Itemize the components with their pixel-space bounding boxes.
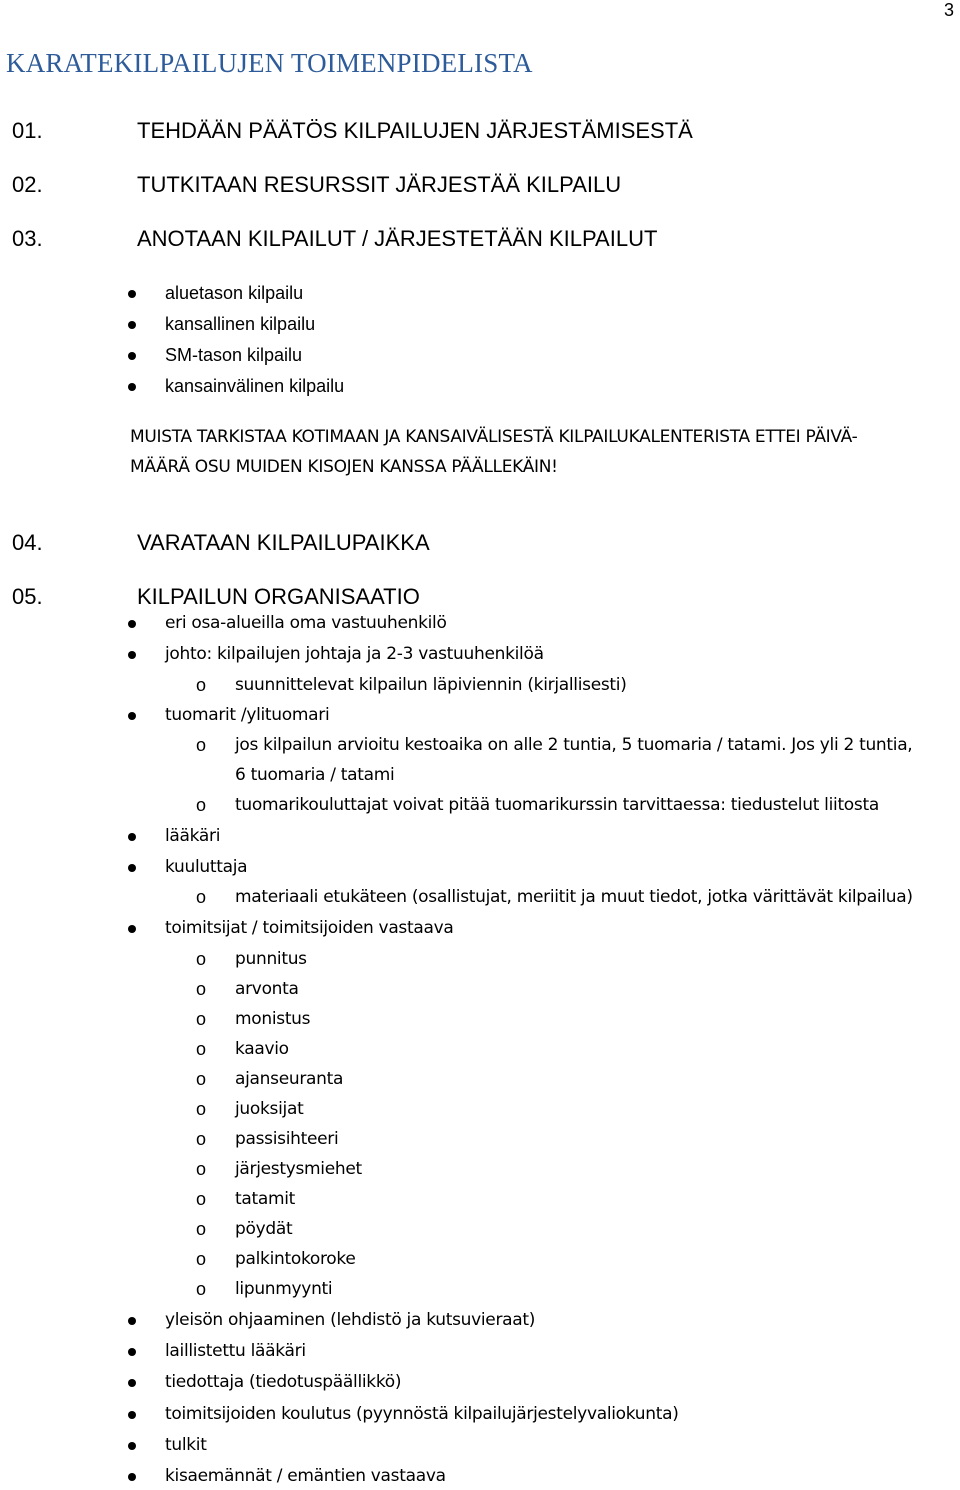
sub-list-item: järjestysmiehet: [235, 1159, 362, 1179]
bullet-icon: [128, 321, 136, 329]
sub-list-item: 6 tuomaria / tatami: [235, 765, 395, 785]
list-item: eri osa-alueilla oma vastuuhenkilö: [165, 613, 447, 633]
section-heading: ANOTAAN KILPAILUT / JÄRJESTETÄÄN KILPAILUT: [137, 226, 658, 251]
sub-bullet-icon: o: [196, 735, 207, 755]
bullet-icon: [128, 1473, 136, 1481]
sub-bullet-icon: o: [196, 887, 207, 907]
sub-bullet-icon: o: [196, 1189, 207, 1209]
bullet-icon: [128, 1317, 136, 1325]
list-item: toimitsijoiden koulutus (pyynnöstä kilpailujärjestelyvaliokunta): [165, 1404, 679, 1424]
sub-list-item: juoksijat: [235, 1099, 304, 1119]
sub-list-item: passisihteeri: [235, 1129, 339, 1149]
section-number: 02.: [12, 172, 43, 197]
document-title: KARATEKILPAILUJEN TOIMENPIDELISTA: [6, 48, 533, 78]
sub-list-item: tatamit: [235, 1189, 296, 1209]
bullet-icon: [128, 1379, 136, 1387]
sub-bullet-icon: o: [196, 675, 207, 695]
section-number: 05.: [12, 584, 43, 609]
bullet-icon: [128, 1411, 136, 1419]
sub-list-item: palkintokoroke: [235, 1249, 356, 1269]
bullet-icon: [128, 290, 136, 298]
bullet-icon: [128, 864, 136, 872]
sub-list-item: kaavio: [235, 1039, 289, 1059]
bullet-icon: [128, 1348, 136, 1356]
bullet-icon: [128, 383, 136, 391]
sub-list-item: punnitus: [235, 949, 307, 969]
page-number: 3: [943, 0, 954, 20]
bullet-icon: [128, 620, 136, 628]
sub-bullet-icon: o: [196, 1039, 207, 1059]
section-heading: KILPAILUN ORGANISAATIO: [137, 584, 420, 609]
list-item: laillistettu lääkäri: [165, 1341, 306, 1361]
sub-bullet-icon: o: [196, 1249, 207, 1269]
list-item: johto: kilpailujen johtaja ja 2-3 vastuuhenkilöä: [165, 644, 544, 664]
list-item: SM-tason kilpailu: [165, 345, 303, 365]
list-item: yleisön ohjaaminen (lehdistö ja kutsuvieraat): [165, 1310, 536, 1330]
bullet-icon: [128, 651, 136, 659]
list-item: tuomarit /ylituomari: [165, 705, 330, 725]
bullet-icon: [128, 833, 136, 841]
bullet-icon: [128, 712, 136, 720]
sub-list-item: jos kilpailun arvioitu kestoaika on alle 2 tuntia, 5 tuomaria / tatami. Jos yli 2 tuntia,: [235, 735, 913, 755]
sub-bullet-icon: o: [196, 949, 207, 969]
note-line: MUISTA TARKISTAA KOTIMAAN JA KANSAIVÄLISESTÄ KILPAILUKALENTERISTA ETTEI PÄIVÄ-: [130, 427, 858, 447]
sub-list-item: pöydät: [235, 1219, 293, 1239]
list-item: tulkit: [165, 1435, 207, 1455]
section-number: 01.: [12, 118, 43, 143]
sub-list-item: tuomarikouluttajat voivat pitää tuomarikurssin tarvittaessa: tiedustelut liitosta: [235, 795, 879, 815]
sub-list-item: monistus: [235, 1009, 311, 1029]
sub-bullet-icon: o: [196, 1099, 207, 1119]
sub-bullet-icon: o: [196, 1129, 207, 1149]
list-item: lääkäri: [165, 826, 221, 846]
list-item: toimitsijat / toimitsijoiden vastaava: [165, 918, 454, 938]
sub-list-item: lipunmyynti: [235, 1279, 333, 1299]
sub-list-item: ajanseuranta: [235, 1069, 344, 1089]
list-item: tiedottaja (tiedotuspäällikkö): [165, 1372, 402, 1392]
sub-bullet-icon: o: [196, 795, 207, 815]
list-item: kansainvälinen kilpailu: [165, 376, 345, 396]
sub-list-item: materiaali etukäteen (osallistujat, meriitit ja muut tiedot, jotka värittävät kilpailua): [235, 887, 913, 907]
section-heading: TEHDÄÄN PÄÄTÖS KILPAILUJEN JÄRJESTÄMISESTÄ: [137, 118, 693, 143]
section-heading: TUTKITAAN RESURSSIT JÄRJESTÄÄ KILPAILU: [137, 172, 622, 197]
note-line: MÄÄRÄ OSU MUIDEN KISOJEN KANSSA PÄÄLLEKÄIN!: [130, 457, 558, 477]
bullet-icon: [128, 925, 136, 933]
section-number: 04.: [12, 530, 43, 555]
bullet-icon: [128, 1442, 136, 1450]
section-number: 03.: [12, 226, 43, 251]
sub-list-item: suunnittelevat kilpailun läpiviennin (kirjallisesti): [235, 675, 627, 695]
list-item: kisaemännät / emäntien vastaava: [165, 1466, 446, 1486]
list-item: kansallinen kilpailu: [165, 314, 316, 334]
sub-bullet-icon: o: [196, 1279, 207, 1299]
sub-list-item: arvonta: [235, 979, 299, 999]
section-heading: VARATAAN KILPAILUPAIKKA: [137, 530, 430, 555]
sub-bullet-icon: o: [196, 979, 207, 999]
sub-bullet-icon: o: [196, 1159, 207, 1179]
sub-bullet-icon: o: [196, 1219, 207, 1239]
list-item: kuuluttaja: [165, 857, 248, 877]
bullet-icon: [128, 352, 136, 360]
sub-bullet-icon: o: [196, 1069, 207, 1089]
sub-bullet-icon: o: [196, 1009, 207, 1029]
list-item: aluetason kilpailu: [165, 283, 304, 303]
